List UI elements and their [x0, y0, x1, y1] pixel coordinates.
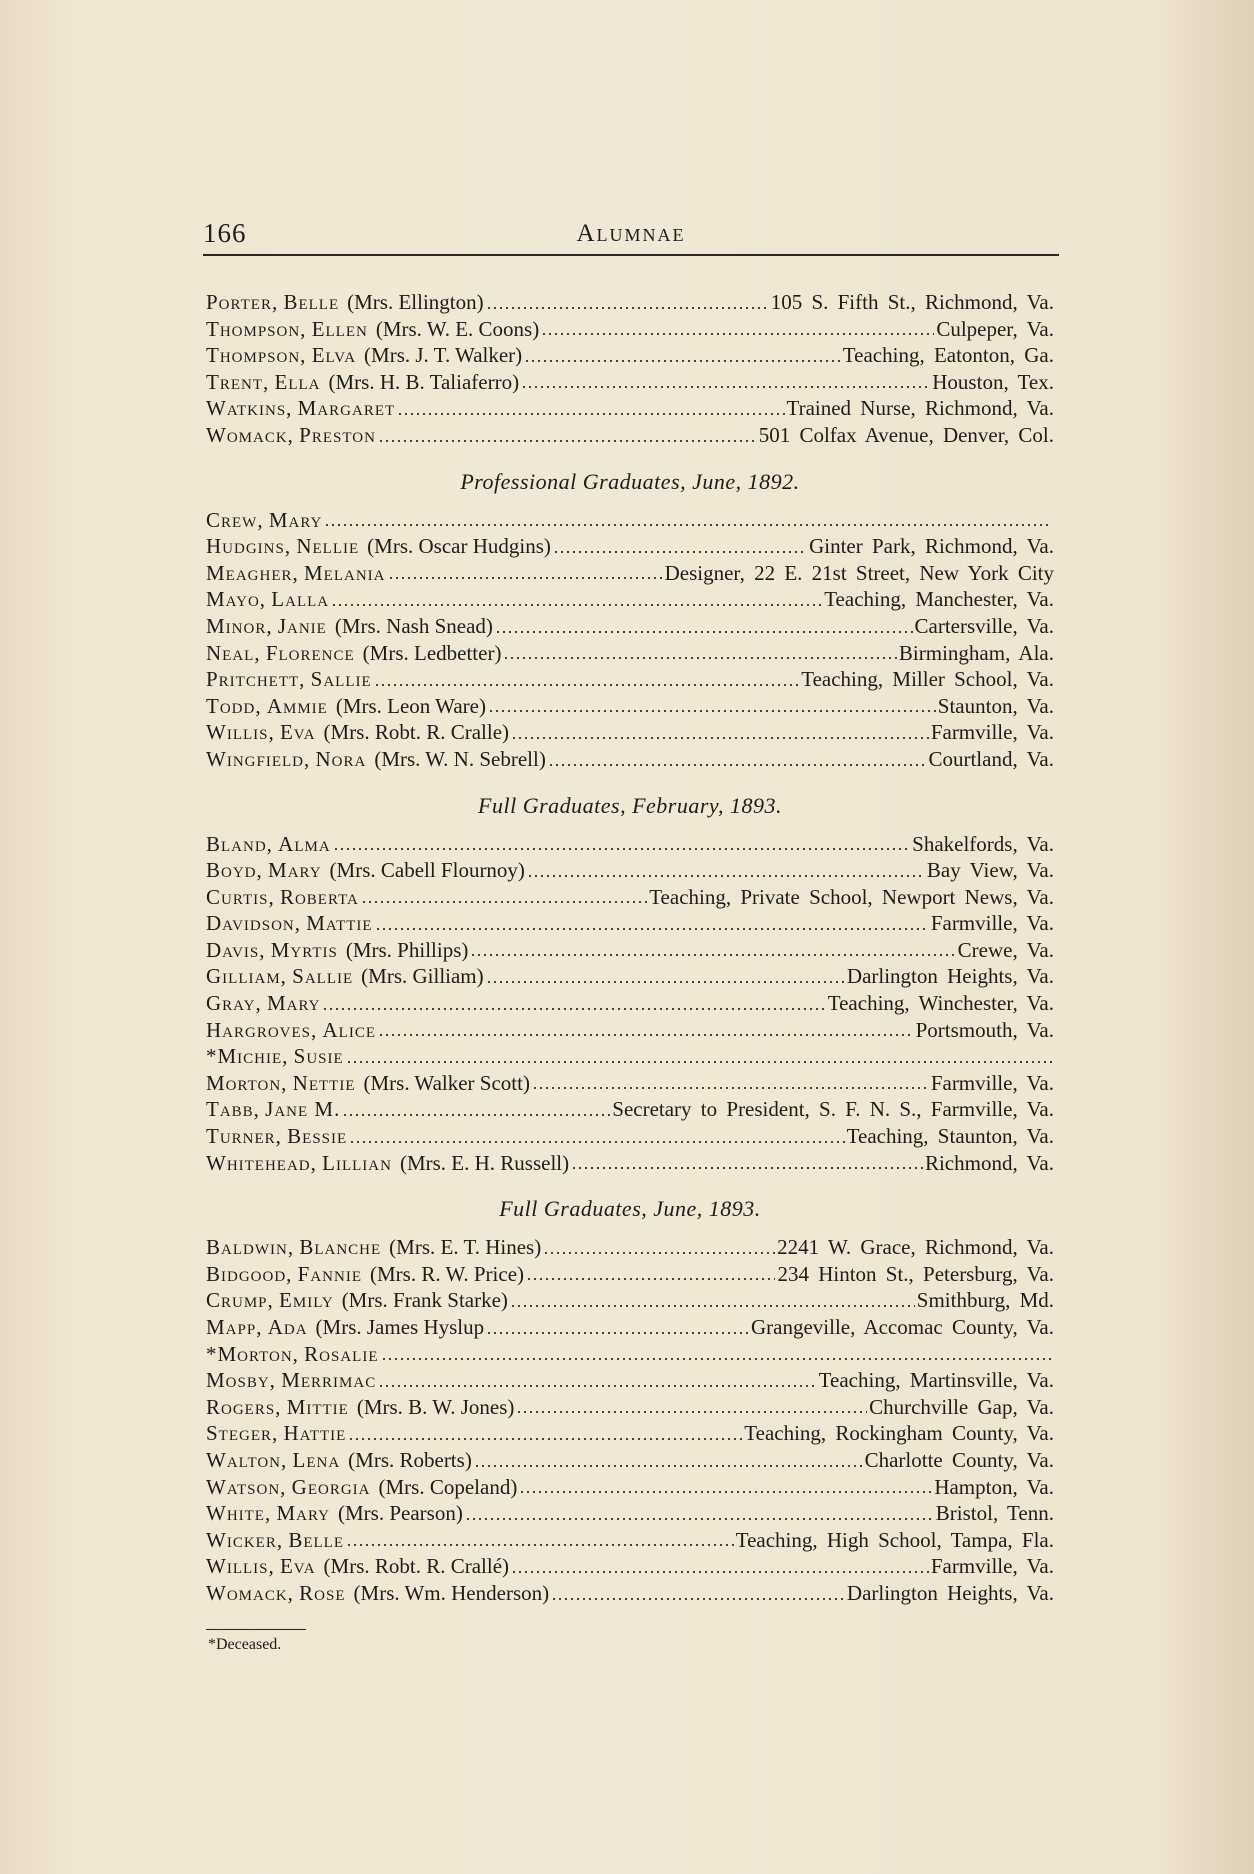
occupation-location: Bay View, Va.	[926, 858, 1054, 883]
given-name: Rosalie	[304, 1341, 379, 1366]
alumna-entry	[206, 1287, 1054, 1314]
given-name: Mary	[268, 507, 323, 532]
married-name-note: (Mrs. R. W. Price)	[370, 1261, 525, 1286]
dot-leader	[346, 1060, 1052, 1064]
dot-leader	[486, 1331, 749, 1335]
alumna-name	[206, 1314, 484, 1341]
married-name-note: (Mrs. Pearson)	[338, 1501, 463, 1526]
dot-leader	[516, 1410, 867, 1414]
dot-leader	[510, 1304, 915, 1308]
occupation-location: Teaching, Manchester, Va.	[824, 587, 1054, 612]
alumna-name	[206, 316, 539, 343]
given-name: Blanche	[299, 1235, 382, 1260]
married-name-note: (Mrs. Gilliam)	[361, 964, 484, 989]
alumna-name	[206, 1447, 472, 1474]
alumna-name	[206, 693, 486, 720]
surname: Thompson,	[206, 343, 307, 368]
married-name-note: (Mrs. Ellington)	[347, 290, 484, 314]
surname: Hargroves,	[206, 1017, 318, 1042]
alumnae-list	[206, 289, 1054, 1654]
alumna-name	[206, 831, 331, 858]
given-name: Georgia	[291, 1474, 371, 1499]
alumna-entry	[206, 1420, 1054, 1447]
alumna-entry	[206, 1096, 1054, 1123]
alumna-name	[206, 1070, 530, 1097]
dot-leader	[548, 763, 927, 767]
alumna-name	[206, 1500, 463, 1527]
dot-leader	[571, 1166, 923, 1170]
occupation-location: Birmingham, Ala.	[898, 640, 1054, 665]
dot-leader	[488, 709, 936, 713]
given-name: Ada	[267, 1315, 308, 1339]
alumna-entry	[206, 1367, 1054, 1394]
section-title: Full Graduates, June, 1893.	[499, 1196, 761, 1222]
dot-leader	[397, 412, 784, 416]
given-name: Hattie	[283, 1421, 347, 1446]
married-name-note: (Mrs. Nash Snead)	[334, 613, 493, 638]
dot-leader	[503, 656, 896, 660]
alumna-name	[206, 1474, 517, 1501]
alumna-entry	[206, 422, 1054, 449]
given-name: Fannie	[297, 1261, 363, 1286]
dot-leader	[381, 1357, 1052, 1361]
alumna-name	[206, 1580, 549, 1607]
married-name-note: (Mrs. Roberts)	[348, 1447, 472, 1472]
dot-leader	[524, 359, 841, 363]
page-header	[203, 214, 1059, 256]
given-name: Roberta	[279, 884, 359, 909]
given-name: Alice	[322, 1017, 377, 1042]
surname: Pritchett,	[206, 667, 306, 692]
alumna-entry	[206, 719, 1054, 746]
alumna-name	[206, 1553, 509, 1580]
alumna-name	[206, 937, 468, 964]
married-name-note: (Mrs. Frank Starke)	[341, 1288, 508, 1313]
given-name: Merrimac	[281, 1368, 377, 1393]
surname: Todd,	[206, 693, 262, 718]
given-name: Nettie	[292, 1070, 356, 1095]
given-name: Susie	[293, 1044, 344, 1069]
alumna-entry	[206, 1580, 1054, 1607]
surname: Porter,	[206, 290, 279, 314]
alumna-name	[206, 560, 386, 587]
section-title: Professional Graduates, June, 1892.	[460, 468, 800, 494]
occupation-location: 501 Colfax Avenue, Denver, Col.	[758, 422, 1054, 447]
given-name: Mattie	[306, 911, 373, 936]
dot-leader	[342, 1113, 610, 1117]
given-name: Lena	[292, 1447, 341, 1472]
given-name: Sallie	[292, 964, 354, 989]
alumna-entry	[206, 746, 1054, 773]
given-name: Florence	[265, 640, 355, 665]
occupation-location: Charlotte County, Va.	[864, 1447, 1054, 1472]
alumna-entry	[206, 289, 1054, 316]
section-title: Full Graduates, February, 1893.	[478, 792, 782, 818]
dot-leader	[378, 439, 757, 443]
given-name: Sallie	[310, 667, 372, 692]
occupation-location: Houston, Tex.	[932, 369, 1054, 394]
occupation-location: Cartersville, Va.	[914, 613, 1054, 638]
alumna-name	[206, 289, 484, 316]
surname: Neal,	[206, 640, 261, 665]
dot-leader	[349, 1140, 844, 1144]
alumna-name	[206, 1234, 541, 1261]
married-name-note: (Mrs. H. B. Taliaferro)	[328, 369, 520, 394]
surname: Gilliam,	[206, 964, 287, 989]
given-name: Jane M.	[265, 1097, 341, 1122]
occupation-location: Farmville, Va.	[930, 720, 1054, 745]
given-name: Mary	[276, 1501, 330, 1526]
alumna-entry	[206, 1394, 1054, 1421]
alumna-name	[206, 533, 551, 560]
alumna-entry	[206, 1447, 1054, 1474]
surname: Willis,	[206, 720, 275, 745]
occupation-location: Crewe, Va.	[957, 937, 1054, 962]
occupation-location: Teaching, High School, Tampa, Fla.	[735, 1527, 1054, 1552]
occupation-location: Teaching, Winchester, Va.	[827, 991, 1054, 1016]
surname: Tabb,	[206, 1097, 260, 1122]
alumna-entry	[206, 507, 1054, 534]
married-name-note: (Mrs. Cabell Flournoy)	[329, 858, 525, 883]
given-name: Lalla	[271, 587, 330, 612]
alumna-name	[206, 719, 509, 746]
alumna-name	[206, 507, 322, 534]
surname: Watkins,	[206, 396, 293, 421]
dot-leader	[511, 736, 929, 740]
surname: Bidgood,	[206, 1261, 293, 1286]
married-name-note: (Mrs. Wm. Henderson)	[353, 1580, 550, 1605]
alumna-entry	[206, 831, 1054, 858]
surname: Morton,	[206, 1070, 288, 1095]
dot-leader	[553, 550, 807, 554]
alumna-entry	[206, 963, 1054, 990]
occupation-location: Courtland, Va.	[928, 746, 1054, 771]
alumna-entry	[206, 666, 1054, 693]
alumna-name	[206, 613, 493, 640]
occupation-location: Teaching, Staunton, Va.	[846, 1124, 1054, 1149]
dot-leader	[474, 1464, 863, 1468]
alumna-entry	[206, 1474, 1054, 1501]
occupation-location: 2241 W. Grace, Richmond, Va.	[777, 1235, 1054, 1260]
alumna-entry	[206, 1017, 1054, 1044]
alumna-entry	[206, 1553, 1054, 1580]
married-name-note: (Mrs. J. T. Walker)	[364, 343, 523, 368]
occupation-location: Hampton, Va.	[934, 1474, 1054, 1499]
occupation-location: Teaching, Private School, Newport News, Va.	[649, 884, 1054, 909]
married-name-note: (Mrs. Leon Ware)	[335, 693, 486, 718]
dot-leader	[495, 630, 913, 634]
surname: Steger,	[206, 1421, 279, 1446]
dot-leader	[519, 1490, 932, 1494]
given-name: Nellie	[296, 534, 360, 559]
dot-leader	[348, 1437, 742, 1441]
given-name: Eva	[279, 720, 316, 745]
alumna-entry	[206, 1070, 1054, 1097]
alumna-name	[206, 1123, 347, 1150]
alumna-entry	[206, 937, 1054, 964]
dot-leader	[374, 683, 800, 687]
surname: Walton,	[206, 1447, 288, 1472]
occupation-location: Farmville, Va.	[930, 911, 1054, 936]
occupation-location: Teaching, Eatonton, Ga.	[842, 343, 1054, 368]
given-name: Alma	[278, 831, 331, 856]
dot-leader	[486, 306, 769, 310]
alumna-name	[206, 1043, 344, 1070]
given-name: Preston	[299, 422, 376, 447]
dot-leader	[346, 1543, 734, 1547]
alumna-name	[206, 857, 525, 884]
given-name: Rose	[299, 1580, 346, 1605]
given-name: Mary	[266, 991, 321, 1016]
surname: Davis,	[206, 937, 266, 962]
alumna-entry	[206, 1123, 1054, 1150]
alumna-entry	[206, 1314, 1054, 1341]
given-name: Melania	[304, 560, 386, 585]
surname: Watson,	[206, 1474, 287, 1499]
occupation-location: Shakelfords, Va.	[912, 831, 1054, 856]
alumna-entry	[206, 316, 1054, 343]
surname: Willis,	[206, 1554, 275, 1579]
surname: Wingfield,	[206, 746, 311, 771]
given-name: Belle	[283, 290, 340, 314]
alumna-entry	[206, 1150, 1054, 1177]
surname: Thompson,	[206, 316, 307, 341]
married-name-note: (Mrs. Oscar Hudgins)	[367, 534, 551, 559]
alumna-entry	[206, 395, 1054, 422]
occupation-location: Teaching, Miller School, Va.	[801, 667, 1054, 692]
occupation-location: Teaching, Martinsville, Va.	[818, 1368, 1054, 1393]
occupation-location: Darlington Heights, Va.	[846, 1580, 1054, 1605]
married-name-note: (Mrs. Robt. R. Cralle)	[323, 720, 510, 745]
given-name: Ella	[274, 369, 321, 394]
given-name: Elva	[311, 343, 357, 368]
surname: Crump,	[206, 1288, 274, 1313]
dot-leader	[511, 1570, 929, 1574]
dot-leader	[333, 847, 910, 851]
dot-leader	[322, 1007, 825, 1011]
alumna-name	[206, 369, 519, 396]
married-name-note: (Mrs. E. H. Russell)	[399, 1150, 570, 1175]
married-name-note: (Mrs. Ledbetter)	[362, 640, 502, 665]
alumna-entry	[206, 586, 1054, 613]
surname: Meagher,	[206, 560, 299, 585]
occupation-location: Bristol, Tenn.	[935, 1501, 1054, 1526]
alumna-name	[206, 910, 373, 937]
given-name: Ammie	[266, 693, 328, 718]
occupation-location: Trained Nurse, Richmond, Va.	[786, 396, 1054, 421]
married-name-note: (Mrs. E. T. Hines)	[389, 1235, 542, 1260]
dot-leader	[521, 385, 930, 389]
alumna-name	[206, 746, 546, 773]
alumna-name	[206, 990, 320, 1017]
surname: Crew,	[206, 507, 264, 532]
occupation-location: Teaching, Rockingham County, Va.	[744, 1421, 1054, 1446]
surname: White,	[206, 1501, 272, 1526]
alumna-entry	[206, 857, 1054, 884]
alumna-entry	[206, 884, 1054, 911]
footnote: *Deceased.	[208, 1635, 282, 1653]
surname: Turner,	[206, 1124, 282, 1149]
alumna-name	[206, 884, 359, 911]
surname: *Morton,	[206, 1341, 299, 1366]
alumna-name	[206, 640, 501, 667]
occupation-location: Smithburg, Md.	[916, 1288, 1054, 1313]
surname: Mapp,	[206, 1315, 263, 1339]
dot-leader	[486, 980, 845, 984]
dot-leader	[331, 603, 822, 607]
surname: Whitehead,	[206, 1150, 317, 1175]
alumna-name	[206, 1017, 376, 1044]
occupation-location: Farmville, Va.	[930, 1554, 1054, 1579]
given-name: Ellen	[311, 316, 368, 341]
alumna-name	[206, 1096, 340, 1123]
dot-leader	[361, 900, 647, 904]
alumna-entry	[206, 640, 1054, 667]
given-name: Nora	[315, 746, 367, 771]
alumna-name	[206, 342, 522, 369]
dot-leader	[465, 1517, 934, 1521]
alumna-entry	[206, 369, 1054, 396]
alumna-name	[206, 963, 484, 990]
dot-leader	[526, 1277, 775, 1281]
dot-leader	[378, 1033, 914, 1037]
surname: *Michie,	[206, 1044, 289, 1069]
surname: Baldwin,	[206, 1235, 295, 1260]
alumna-name	[206, 395, 395, 422]
dot-leader	[551, 1597, 845, 1601]
given-name: Emily	[279, 1288, 334, 1313]
surname: Bland,	[206, 831, 273, 856]
alumna-entry	[206, 613, 1054, 640]
surname: Hudgins,	[206, 534, 292, 559]
married-name-note: (Mrs. W. N. Sebrell)	[374, 746, 546, 771]
alumna-name	[206, 1394, 514, 1421]
surname: Minor,	[206, 613, 273, 638]
dot-leader	[470, 953, 955, 957]
occupation-location: Churchville Gap, Va.	[869, 1394, 1054, 1419]
surname: Womack,	[206, 1580, 294, 1605]
married-name-note: (Mrs. Copeland)	[378, 1474, 518, 1499]
alumna-entry	[206, 560, 1054, 587]
alumna-name	[206, 1150, 569, 1177]
alumna-entry	[206, 1341, 1054, 1368]
given-name: Margaret	[297, 396, 396, 421]
alumna-name	[206, 666, 372, 693]
alumna-name	[206, 1367, 376, 1394]
surname: Mayo,	[206, 587, 267, 612]
alumna-name	[206, 1287, 508, 1314]
surname: Womack,	[206, 422, 294, 447]
surname: Davidson,	[206, 911, 301, 936]
running-title: Alumnae	[576, 220, 686, 247]
given-name: Lillian	[322, 1150, 392, 1175]
dot-leader	[543, 1251, 775, 1255]
married-name-note: (Mrs. Phillips)	[345, 937, 469, 962]
alumna-name	[206, 1341, 379, 1368]
alumna-name	[206, 1261, 524, 1288]
alumna-entry	[206, 1261, 1054, 1288]
occupation-location: Richmond, Va.	[924, 1150, 1054, 1175]
page-number: 166	[203, 218, 247, 248]
alumna-entry	[206, 910, 1054, 937]
alumna-entry	[206, 1500, 1054, 1527]
married-name-note: (Mrs. B. W. Jones)	[356, 1394, 515, 1419]
surname: Wicker,	[206, 1527, 284, 1552]
dot-leader	[378, 1384, 816, 1388]
given-name: Bessie	[287, 1124, 348, 1149]
alumna-entry	[206, 1527, 1054, 1554]
alumna-entry	[206, 533, 1054, 560]
alumna-name	[206, 422, 376, 449]
given-name: Mary	[268, 858, 322, 883]
given-name: Janie	[277, 613, 327, 638]
alumna-name	[206, 586, 329, 613]
occupation-location: Grangeville, Accomac County, Va.	[750, 1315, 1054, 1339]
given-name: Eva	[279, 1554, 316, 1579]
surname: Curtis,	[206, 884, 275, 909]
occupation-location: 105 S. Fifth St., Richmond, Va.	[770, 290, 1054, 314]
dot-leader	[375, 927, 929, 931]
alumna-entry	[206, 1043, 1054, 1070]
footnote-rule	[206, 1629, 306, 1630]
given-name: Myrtis	[270, 937, 338, 962]
given-name: Mittie	[286, 1394, 349, 1419]
dot-leader	[532, 1086, 929, 1090]
occupation-location: Darlington Heights, Va.	[846, 964, 1054, 989]
occupation-location: Secretary to President, S. F. N. S., Farmville, Va.	[612, 1097, 1054, 1122]
surname: Mosby,	[206, 1368, 276, 1393]
married-name-note: (Mrs. James Hyslup	[315, 1315, 485, 1339]
occupation-location: Ginter Park, Richmond, Va.	[809, 534, 1054, 559]
dot-leader	[388, 576, 663, 580]
dot-leader	[324, 523, 1052, 527]
surname: Boyd,	[206, 858, 263, 883]
married-name-note: (Mrs. W. E. Coons)	[375, 316, 540, 341]
alumna-entry	[206, 342, 1054, 369]
surname: Rogers,	[206, 1394, 282, 1419]
alumna-entry	[206, 990, 1054, 1017]
occupation-location: Farmville, Va.	[930, 1070, 1054, 1095]
alumna-name	[206, 1527, 344, 1554]
dot-leader	[527, 874, 925, 878]
dot-leader	[541, 332, 934, 336]
occupation-location: Culpeper, Va.	[936, 316, 1054, 341]
surname: Gray,	[206, 991, 262, 1016]
alumna-entry	[206, 693, 1054, 720]
alumna-entry	[206, 1234, 1054, 1261]
married-name-note: (Mrs. Robt. R. Crallé)	[323, 1554, 510, 1579]
occupation-location: 234 Hinton St., Petersburg, Va.	[777, 1261, 1054, 1286]
alumna-name	[206, 1420, 346, 1447]
occupation-location: Portsmouth, Va.	[915, 1017, 1054, 1042]
occupation-location: Staunton, Va.	[937, 693, 1054, 718]
given-name: Belle	[288, 1527, 344, 1552]
occupation-location: Designer, 22 E. 21st Street, New York City	[664, 560, 1054, 585]
married-name-note: (Mrs. Walker Scott)	[363, 1070, 530, 1095]
surname: Trent,	[206, 369, 270, 394]
